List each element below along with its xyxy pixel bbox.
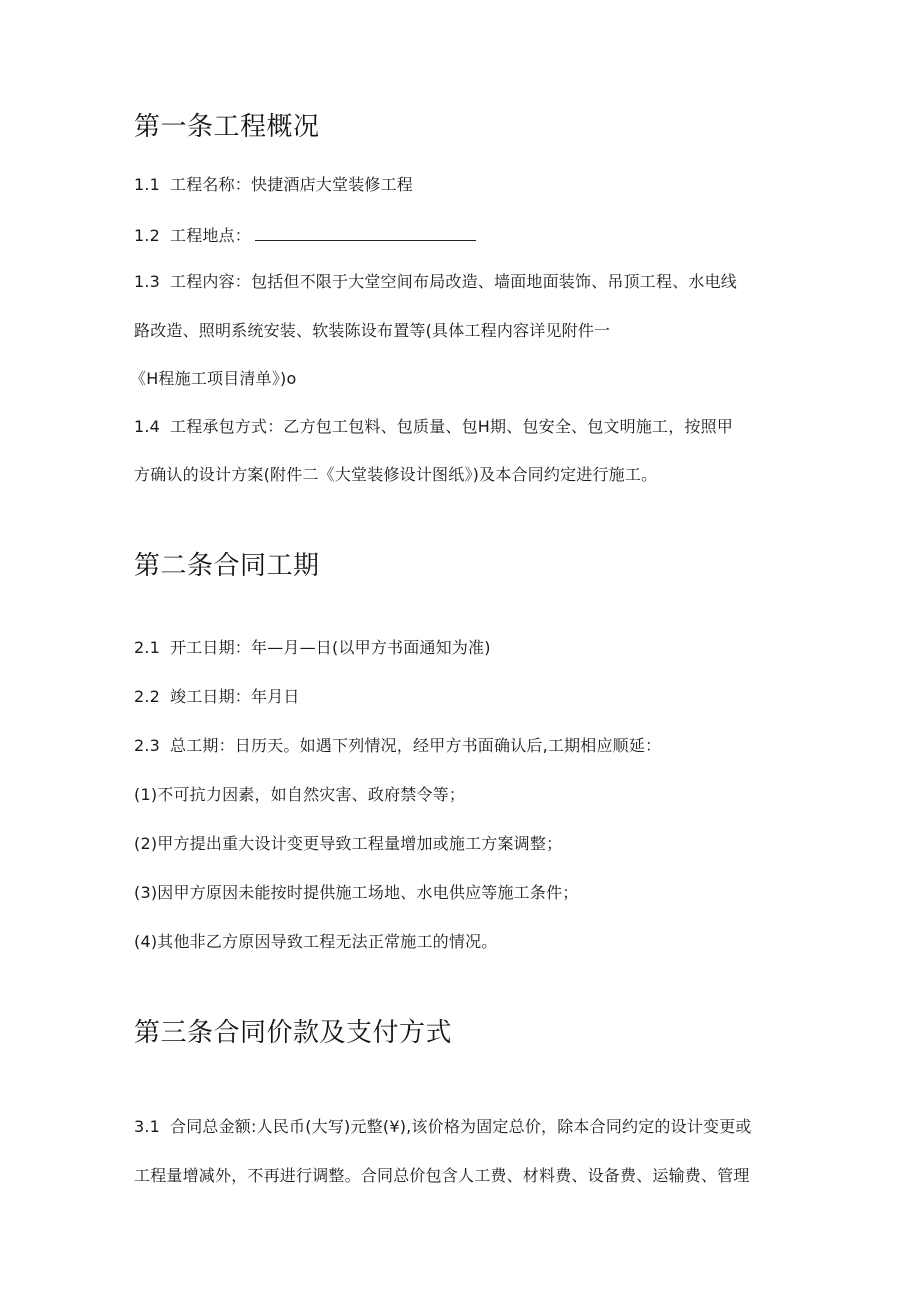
- clause-number: 3.1: [134, 1117, 161, 1136]
- section-heading-2: 第二条合同工期: [134, 551, 320, 581]
- clause-text: 方确认的设计方案(附件二《大堂装修设计图纸》)及本合同约定进行施工。: [134, 465, 658, 484]
- list-item-text: (2)甲方提出重大设计变更导致工程量增加或施工方案调整；: [134, 834, 563, 853]
- list-item-3: [134, 883, 578, 903]
- clause-1-3-cont-2: [130, 369, 296, 389]
- clause-3-1: [134, 1117, 752, 1137]
- list-item-text: (1)不可抗力因素，如自然灾害、政府禁令等；: [134, 785, 466, 804]
- list-item-2: [134, 834, 562, 854]
- clause-text: 合同总金额:人民币(大写)元整(¥),该价格为固定总价，除本合同约定的设计变更或: [170, 1117, 752, 1136]
- clause-1-1: [134, 175, 413, 195]
- section-heading-1: 第一条工程概况: [134, 112, 320, 142]
- clause-1-3: [134, 272, 737, 292]
- blank-fill-line: [255, 224, 476, 241]
- clause-1-3-cont-1: [134, 321, 610, 341]
- clause-1-4-cont: [134, 465, 657, 485]
- list-item-4: [134, 932, 497, 952]
- clause-3-1-cont: [134, 1166, 750, 1186]
- clause-number: 2.1: [134, 638, 161, 657]
- clause-number: 2.2: [134, 687, 161, 706]
- clause-text: 工程内容：包括但不限于大堂空间布局改造、墙面地面装饰、吊顶工程、水电线: [170, 272, 738, 291]
- clause-2-1: [134, 638, 491, 658]
- list-item-1: [134, 785, 465, 805]
- clause-1-4: [134, 417, 733, 437]
- clause-2-2: [134, 687, 300, 707]
- section-heading-3: 第三条合同价款及支付方式: [134, 1018, 453, 1048]
- clause-text: 工程承包方式：乙方包工包料、包质量、包H期、包安全、包文明施工，按照甲: [170, 417, 734, 436]
- clause-text: 竣工日期：年月日: [170, 687, 300, 706]
- clause-text: 工程量增减外，不再进行调整。合同总价包含人工费、材料费、设备费、运输费、管理: [134, 1166, 750, 1185]
- clause-text: 工程名称：快捷酒店大堂装修工程: [170, 175, 414, 194]
- clause-2-3: [134, 736, 661, 756]
- clause-number: 1.3: [134, 272, 161, 291]
- list-item-text: (3)因甲方原因未能按时提供施工场地、水电供应等施工条件；: [134, 883, 579, 902]
- clause-text: 工程地点：: [170, 226, 252, 245]
- clause-number: 1.1: [134, 175, 161, 194]
- clause-text: 《H程施工项目清单》)o: [130, 369, 297, 388]
- clause-text: 总工期：日历天。如遇下列情况，经甲方书面确认后,工期相应顺延：: [170, 736, 662, 755]
- clause-number: 1.2: [134, 226, 161, 245]
- clause-text: 路改造、照明系统安装、软装陈设布置等(具体工程内容详见附件一: [134, 321, 611, 340]
- clause-1-2: [134, 224, 476, 246]
- list-item-text: (4)其他非乙方原因导致工程无法正常施工的情况。: [134, 932, 498, 951]
- clause-text: 开工日期：年—月—日(以甲方书面通知为准): [170, 638, 491, 657]
- clause-number: 1.4: [134, 417, 161, 436]
- clause-number: 2.3: [134, 736, 161, 755]
